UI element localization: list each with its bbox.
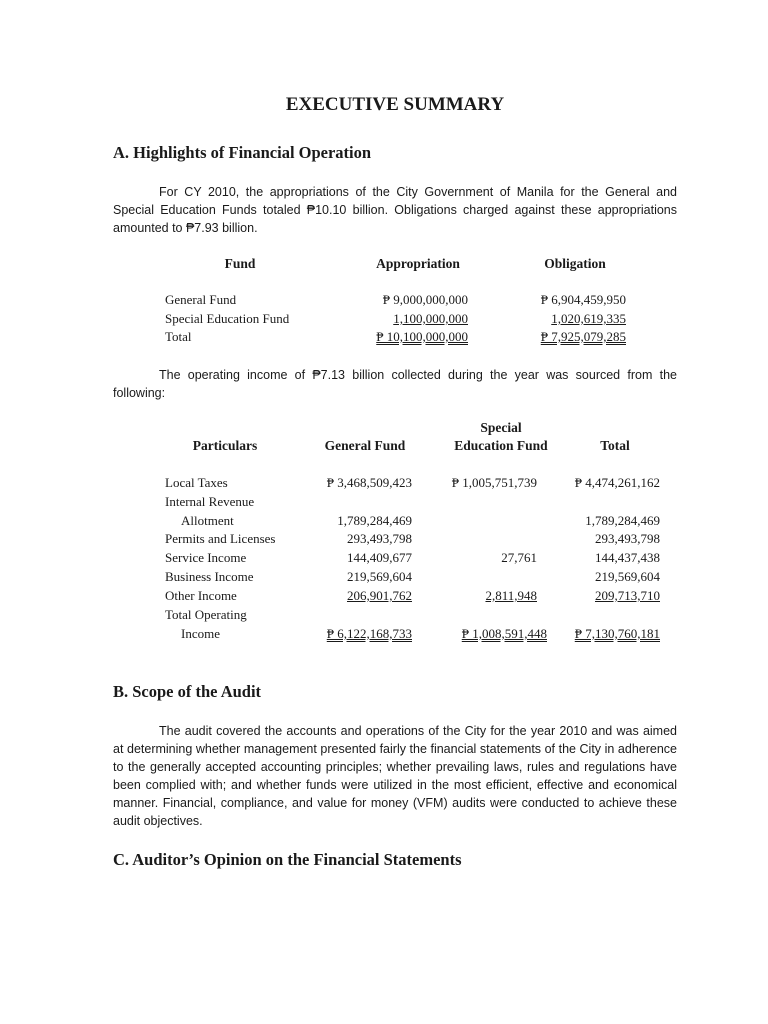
- fund-table-row-appropriation: ₱ 9,000,000,000: [382, 292, 468, 307]
- income-table-header-general-fund: General Fund: [324, 438, 406, 453]
- income-row-label: Service Income: [165, 550, 247, 565]
- income-row-special-fund: 27,761: [501, 550, 537, 565]
- section-a-paragraph-1-text: For CY 2010, the appropriations of the City Government of Manila for the General and Special Education Funds totaled ₱10.10 billion. Obligations charged against these appropriations amounted to ₱7.93 billion.: [113, 185, 677, 235]
- income-table-header-total: Total: [600, 438, 630, 453]
- section-c-heading: C. Auditor’s Opinion on the Financial Statements: [113, 850, 462, 869]
- fund-table-row-appropriation: 1,100,000,000: [393, 311, 468, 326]
- income-row-label: Permits and Licenses: [165, 531, 276, 546]
- income-row-general-fund: 144,409,677: [347, 550, 412, 565]
- section-b-paragraph: [113, 722, 677, 830]
- income-row-general-fund: ₱ 6,122,168,733: [326, 626, 412, 641]
- income-row-general-fund: 219,569,604: [347, 569, 412, 584]
- fund-table-header-obligation: Obligation: [544, 256, 606, 271]
- income-row-total: 219,569,604: [595, 569, 660, 584]
- fund-table-row-obligation: ₱ 6,904,459,950: [540, 292, 626, 307]
- income-row-total: 1,789,284,469: [585, 513, 660, 528]
- income-row-special-fund: ₱ 1,005,751,739: [451, 475, 537, 490]
- income-row-label: Local Taxes: [165, 475, 228, 490]
- fund-table-row-label: General Fund: [165, 292, 237, 307]
- section-b-heading: B. Scope of the Audit: [113, 682, 262, 701]
- income-row-total: ₱ 4,474,261,162: [574, 475, 660, 490]
- income-row-total: 144,437,438: [595, 550, 660, 565]
- income-row-label: Allotment: [181, 513, 234, 528]
- income-row-general-fund: ₱ 3,468,509,423: [326, 475, 412, 490]
- income-table-header-particulars: Particulars: [192, 438, 258, 453]
- section-b-paragraph-text: The audit covered the accounts and operations of the City for the year 2010 and was aimed at determining whether management presented fairly the financial statements of the City in adherence to the generally accepted accounting principles; whether prevailing laws, rules and regulations have been complied with; and whether funds were utilized in the most efficient, effective and economical manner. Financial, compliance, and value for money (VFM) audits were conducted to achieve these audit objectives.: [113, 724, 677, 828]
- fund-table-header-fund: Fund: [224, 256, 256, 271]
- section-a-heading: A. Highlights of Financial Operation: [113, 143, 372, 162]
- income-row-total: 209,713,710: [595, 588, 660, 603]
- fund-table-row-obligation: ₱ 7,925,079,285: [540, 329, 626, 344]
- fund-table-header-appropriation: Appropriation: [376, 256, 460, 271]
- section-a-paragraph-2: [113, 366, 677, 402]
- income-row-general-fund: 1,789,284,469: [337, 513, 412, 528]
- income-table-header-special: Special: [480, 420, 522, 435]
- income-row-total: 293,493,798: [595, 531, 660, 546]
- section-a-paragraph-2-text: The operating income of ₱7.13 billion collected during the year was sourced from the following:: [113, 368, 677, 400]
- income-row-general-fund: 206,901,762: [347, 588, 412, 603]
- income-row-special-fund: 2,811,948: [485, 588, 537, 603]
- fund-table-row-obligation: 1,020,619,335: [551, 311, 626, 326]
- income-row-special-fund: ₱ 1,008,591,448: [461, 626, 547, 641]
- fund-table-row-label: Total: [165, 329, 192, 344]
- page-title: EXECUTIVE SUMMARY: [285, 94, 505, 115]
- income-row-total: ₱ 7,130,760,181: [574, 626, 660, 641]
- income-table-header-education-fund: Education Fund: [454, 438, 548, 453]
- section-a-paragraph-1: [113, 183, 677, 237]
- income-row-label: Total Operating: [165, 607, 247, 622]
- income-row-general-fund: 293,493,798: [347, 531, 412, 546]
- fund-table-row-label: Special Education Fund: [165, 311, 290, 326]
- fund-table-row-appropriation: ₱ 10,100,000,000: [376, 329, 468, 344]
- income-row-label: Income: [181, 626, 220, 641]
- income-row-label: Internal Revenue: [165, 494, 255, 509]
- income-row-label: Other Income: [165, 588, 237, 603]
- income-row-label: Business Income: [165, 569, 254, 584]
